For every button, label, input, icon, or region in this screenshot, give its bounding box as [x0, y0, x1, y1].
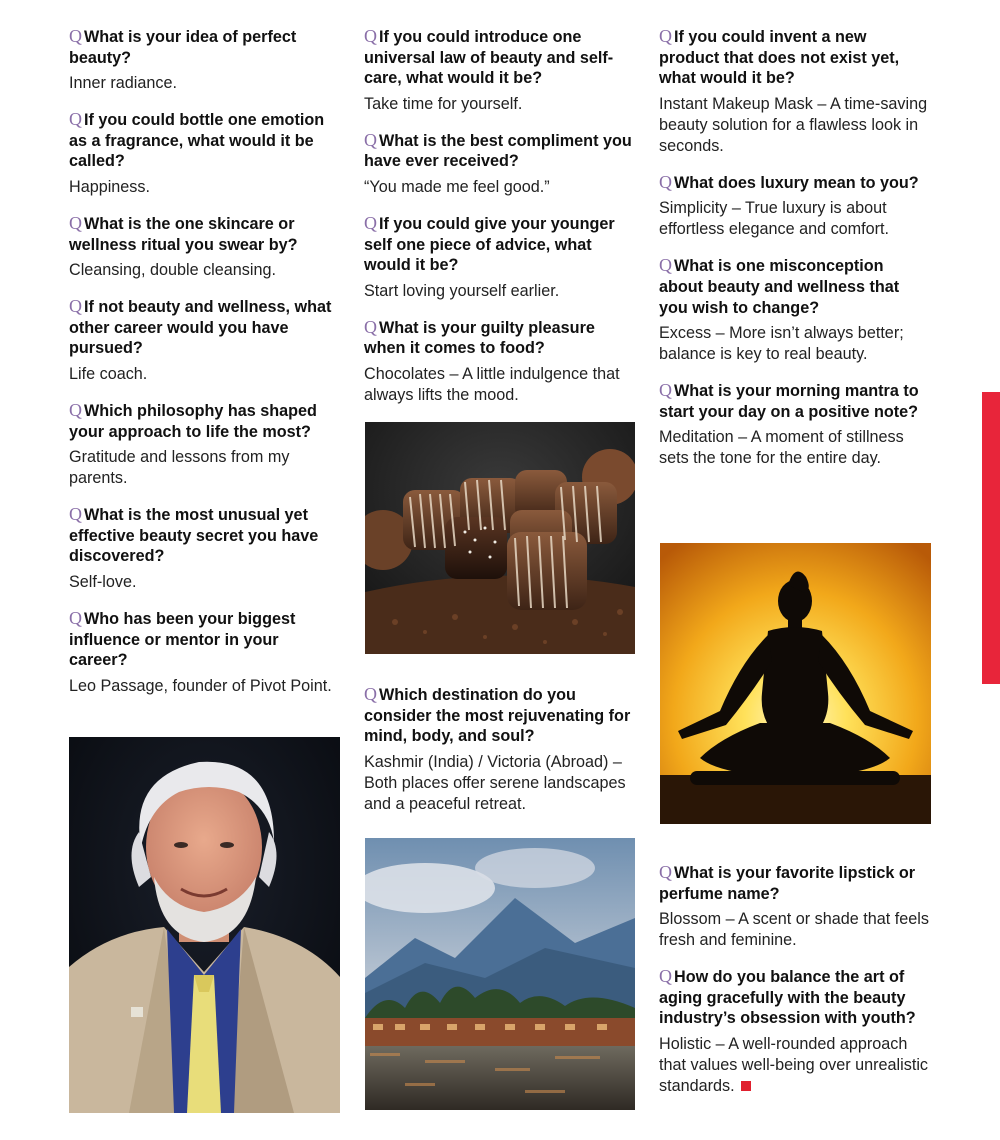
- question: [69, 109, 341, 172]
- answer: Simplicity – True luxury is about effortless elegance and comfort.: [659, 199, 890, 239]
- question-text: What is your favorite lipstick or perfume name?: [659, 864, 916, 903]
- question-marker: Q: [659, 171, 672, 192]
- answer: Self-love.: [69, 572, 137, 591]
- kashmir-lake-photo: [365, 838, 635, 1110]
- question: [69, 400, 341, 442]
- question: [69, 26, 341, 68]
- question-marker: Q: [69, 296, 82, 317]
- question-text: What is the best compliment you have ever received?: [364, 131, 632, 171]
- question-marker: Q: [659, 862, 672, 882]
- question-marker: Q: [364, 316, 377, 337]
- question: [69, 296, 341, 359]
- qa-item: [69, 296, 341, 385]
- answer: Take time for yourself.: [364, 94, 523, 113]
- qa-item: [364, 26, 636, 115]
- question: [659, 172, 931, 194]
- meditation-photo: [660, 543, 931, 824]
- question-text: Which philosophy has shaped your approach to life the most?: [69, 401, 317, 441]
- qa-item: [69, 26, 341, 94]
- question: [659, 255, 931, 318]
- question-text: What is your guilty pleasure when it comes to food?: [364, 318, 595, 358]
- answer: Happiness.: [69, 177, 150, 196]
- question: [659, 862, 931, 904]
- question-text: What is the most unusual yet effective beauty secret you have discovered?: [69, 506, 319, 566]
- answer: Leo Passage, founder of Pivot Point.: [69, 676, 332, 695]
- question-marker: Q: [659, 380, 672, 401]
- question-marker: Q: [69, 212, 82, 233]
- question-text: What does luxury mean to you?: [674, 173, 919, 192]
- qa-item: [659, 966, 931, 1097]
- qa-item: [364, 317, 636, 406]
- answer: Gratitude and lessons from my parents.: [69, 448, 290, 488]
- question-text: Who has been your biggest influence or mentor in your career?: [69, 609, 296, 670]
- qa-item: [659, 255, 931, 365]
- answer: Excess – More isn’t always better; balance is key to real beauty.: [659, 324, 904, 364]
- question-marker: Q: [364, 26, 377, 46]
- question: [69, 608, 341, 671]
- side-accent-tab: [982, 392, 1000, 684]
- qa-item: [69, 213, 341, 281]
- qa-item: [69, 608, 341, 697]
- answer: Chocolates – A little indulgence that always lifts the mood.: [364, 364, 620, 404]
- answer: Instant Makeup Mask – A time-saving beauty solution for a flawless look in seconds.: [659, 94, 928, 155]
- question-marker: Q: [69, 399, 82, 420]
- chocolates-photo: [365, 422, 635, 654]
- answer: Cleansing, double cleansing.: [69, 261, 276, 280]
- answer: Blossom – A scent or shade that feels fresh and feminine.: [659, 910, 929, 950]
- question: [69, 504, 341, 567]
- qa-item: [69, 400, 341, 489]
- column-2-lower: [364, 684, 636, 830]
- column-1: [69, 26, 341, 712]
- question-text: What is the one skincare or wellness ritual you swear by?: [69, 214, 298, 254]
- answer: Kashmir (India) / Victoria (Abroad) – Both places offer serene landscapes and a peaceful retreat.: [364, 752, 626, 813]
- question-marker: Q: [69, 109, 82, 130]
- question-marker: Q: [69, 504, 82, 525]
- question-text: If you could invent a new product that does not exist yet, what would it be?: [659, 28, 900, 88]
- question-marker: Q: [364, 129, 377, 150]
- question-marker: Q: [659, 966, 672, 987]
- answer: Meditation – A moment of stillness sets the tone for the entire day.: [659, 428, 904, 468]
- question-text: What is your idea of perfect beauty?: [69, 28, 297, 67]
- question-marker: Q: [659, 255, 672, 276]
- qa-item: [659, 26, 931, 157]
- question-marker: Q: [69, 26, 82, 46]
- question: [364, 130, 636, 172]
- qa-item: [659, 172, 931, 241]
- question: [364, 213, 636, 276]
- question: [659, 26, 931, 89]
- question-marker: Q: [364, 684, 377, 704]
- question-text: If you could give your younger self one piece of advice, what would it be?: [364, 214, 615, 275]
- question: [364, 26, 636, 89]
- question-marker: Q: [69, 607, 82, 628]
- question: [364, 684, 636, 747]
- question: [659, 380, 931, 422]
- qa-item: [659, 862, 931, 951]
- question: [69, 213, 341, 255]
- question: [364, 317, 636, 359]
- qa-item: [364, 684, 636, 815]
- qa-item: [659, 380, 931, 469]
- qa-item: [364, 213, 636, 302]
- answer: Life coach.: [69, 364, 148, 383]
- column-3-lower: [659, 862, 931, 1112]
- question-text: If you could introduce one universal law of beauty and self-care, what would it be?: [364, 28, 614, 88]
- question: [659, 966, 931, 1029]
- qa-item: [69, 504, 341, 593]
- answer: Start loving yourself earlier.: [364, 281, 560, 300]
- portrait-photo: [69, 737, 340, 1113]
- question-text: How do you balance the art of aging gracefully with the beauty industry’s obsession with youth?: [659, 968, 916, 1028]
- question-text: If you could bottle one emotion as a fragrance, what would it be called?: [69, 111, 325, 171]
- question-text: What is your morning mantra to start your day on a positive note?: [659, 382, 919, 421]
- column-2: [364, 26, 636, 421]
- answer: Inner radiance.: [69, 74, 177, 93]
- answer: [659, 1034, 931, 1097]
- qa-item: [364, 130, 636, 198]
- column-3: [659, 26, 931, 484]
- qa-item: [69, 109, 341, 198]
- question-text: Which destination do you consider the most rejuvenating for mind, body, and soul?: [364, 686, 631, 746]
- question-text: If not beauty and wellness, what other career would you have pursued?: [69, 298, 332, 358]
- question-marker: Q: [364, 212, 377, 233]
- question-marker: Q: [659, 26, 672, 46]
- end-of-article-mark: [741, 1081, 751, 1091]
- question-text: What is one misconception about beauty and wellness that you wish to change?: [659, 257, 900, 317]
- answer: “You made me feel good.”: [364, 177, 550, 196]
- answer-text: Holistic – A well-rounded approach that values well-being over unrealistic standards.: [659, 1034, 929, 1095]
